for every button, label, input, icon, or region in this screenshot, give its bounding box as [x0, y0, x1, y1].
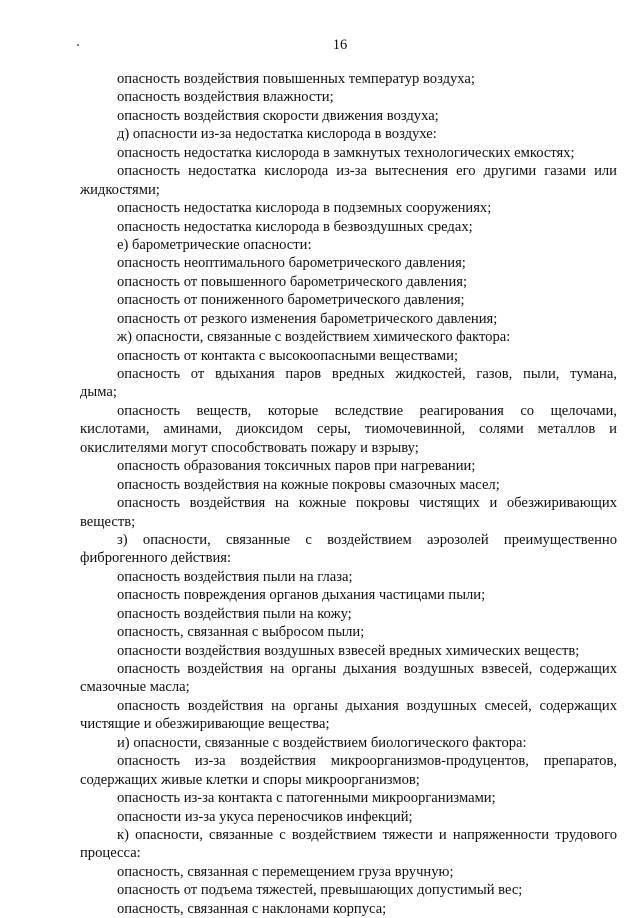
text-line: содержащих живые клетки и споры микроорганизмов;	[80, 771, 420, 788]
text-line: д) опасности из-за недостатка кислорода в воздухе:	[117, 126, 437, 143]
text-line: веществ;	[80, 513, 136, 530]
text-line: опасность, связанная с перемещением груза вручную;	[117, 863, 454, 880]
text-line: к) опасности, связанные с воздействием тяжести и напряженности трудового	[117, 826, 617, 843]
text-line: опасность воздействия влажности;	[117, 89, 334, 106]
text-line: опасность от контакта с высокоопасными веществами;	[117, 347, 458, 364]
text-line: опасность от повышенного барометрического давления;	[117, 273, 468, 290]
text-line: опасности из-за укуса переносчиков инфекций;	[117, 808, 413, 825]
text-line: опасность неоптимального барометрического давления;	[117, 255, 466, 272]
text-line: дыма;	[80, 384, 117, 401]
text-line: кислотами, аминами, диоксидом серы, тиомочевинной, солями металлов и	[80, 421, 617, 438]
text-line: опасность воздействия на органы дыхания воздушных смесей, содержащих	[117, 697, 617, 714]
text-line: опасность недостатка кислорода в подземных сооружениях;	[117, 200, 492, 217]
text-line: жидкостями;	[80, 181, 160, 198]
text-line: чистящие и обезжиривающие вещества;	[80, 716, 330, 733]
document-body	[80, 70, 617, 918]
text-line: опасность воздействия на кожные покровы смазочных масел;	[117, 476, 500, 493]
text-line: опасность воздействия скорости движения воздуха;	[117, 107, 439, 124]
text-line: опасность воздействия пыли на глаза;	[117, 568, 353, 585]
text-line: опасность недостатка кислорода в замкнутых технологических емкостях;	[117, 144, 575, 161]
text-line: опасность недостатка кислорода в безвоздушных средах;	[117, 218, 473, 235]
text-line: опасность повреждения органов дыхания частицами пыли;	[117, 587, 486, 604]
text-line: опасность образования токсичных паров при нагревании;	[117, 458, 476, 475]
text-line: опасность, связанная с наклонами корпуса;	[117, 900, 387, 917]
text-line: опасность воздействия пыли на кожу;	[117, 605, 352, 622]
text-line: опасность недостатка кислорода из-за вытеснения его другими газами или	[117, 163, 617, 180]
text-line: опасность от резкого изменения барометрического давления;	[117, 310, 498, 327]
text-line: з) опасности, связанные с воздействием аэрозолей преимущественно	[117, 531, 617, 548]
text-line: опасность от вдыхания паров вредных жидкостей, газов, пыли, тумана,	[117, 366, 617, 382]
text-line: е) барометрические опасности:	[117, 236, 312, 253]
text-line: и) опасности, связанные с воздействием биологического фактора:	[117, 734, 527, 751]
text-line: ж) опасности, связанные с воздействием химического фактора:	[117, 329, 511, 346]
text-line: опасности воздействия воздушных взвесей вредных химических веществ;	[117, 642, 580, 659]
text-line: опасность из-за контакта с патогенными микроорганизмами;	[117, 790, 496, 807]
text-line: опасность воздействия на органы дыхания воздушных взвесей, содержащих	[117, 661, 617, 677]
text-line: опасность воздействия повышенных температур воздуха;	[117, 71, 475, 87]
text-line: процесса:	[80, 845, 141, 862]
text-line: фиброгенного действия:	[80, 550, 232, 567]
text-line: опасность веществ, которые вследствие реагирования со щелочами,	[117, 402, 617, 419]
text-line: опасность воздействия на кожные покровы чистящих и обезжиривающих	[117, 495, 617, 512]
text-line: опасность, связанная с выбросом пыли;	[117, 624, 365, 641]
page-number: 16	[332, 37, 348, 53]
text-line: смазочные масла;	[80, 679, 190, 696]
text-line: опасность от пониженного барометрического давления;	[117, 292, 465, 309]
text-line: опасность из-за воздействия микроорганизмов-продуцентов, препаратов,	[117, 753, 617, 770]
text-line: окислителями могут способствовать пожару и взрыву;	[80, 439, 419, 456]
text-line: опасность от подъема тяжестей, превышающих допустимый вес;	[117, 882, 523, 899]
